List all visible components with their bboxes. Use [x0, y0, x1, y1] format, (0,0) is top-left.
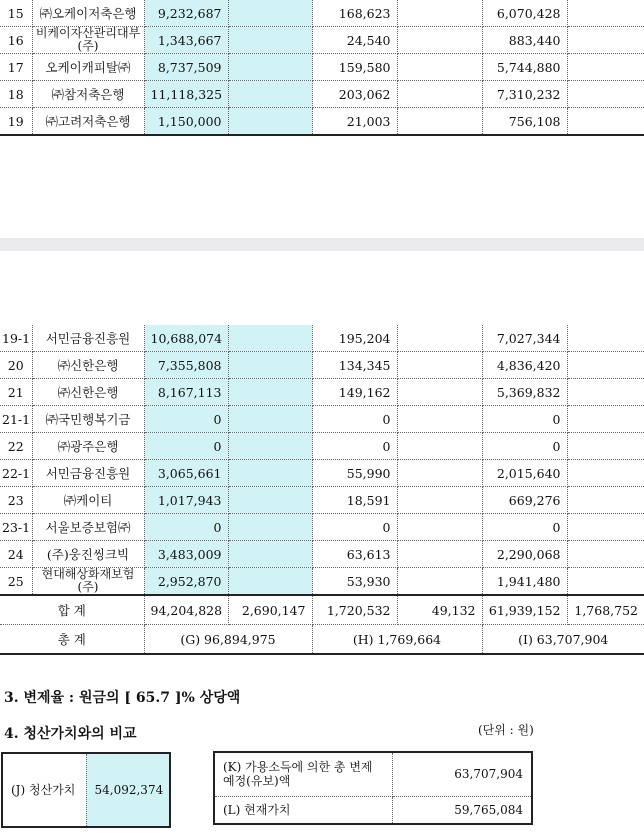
amount-cell: 8,167,113 [144, 379, 228, 406]
amount-cell: 8,737,509 [144, 54, 228, 81]
amount-cell: 195,204 [312, 325, 397, 352]
unit-note: (단위 : 원) [478, 723, 534, 737]
creditor-name: 서민금융진흥원 [32, 325, 144, 352]
amount-cell: 6,070,428 [482, 0, 567, 27]
amount-cell: 756,108 [482, 108, 567, 136]
amount-cell: 10,688,074 [144, 325, 228, 352]
row-number: 22 [0, 433, 32, 460]
amount-cell: 159,580 [312, 54, 397, 81]
amount-cell: 1,017,943 [144, 487, 228, 514]
amount-cell [228, 541, 312, 568]
amount-cell [567, 433, 644, 460]
amount-cell [397, 0, 482, 27]
liquidation-value: 54,092,374 [86, 753, 170, 827]
amount-cell: 21,003 [312, 108, 397, 136]
row-number: 15 [0, 0, 32, 27]
amount-cell [228, 487, 312, 514]
amount-cell: 134,345 [312, 352, 397, 379]
amount-cell: 0 [312, 514, 397, 541]
creditor-name: ㈜국민행복기금 [32, 406, 144, 433]
amount-cell: 2,290,068 [482, 541, 567, 568]
table-row [0, 406, 644, 433]
amount-cell: 53,930 [312, 568, 397, 596]
amount-cell: 669,276 [482, 487, 567, 514]
row-number: 20 [0, 352, 32, 379]
row-number: 21 [0, 379, 32, 406]
table-row [0, 514, 644, 541]
creditor-name: 서울보증보험㈜ [32, 514, 144, 541]
amount-cell [567, 460, 644, 487]
amount-cell: 24,540 [312, 27, 397, 54]
amount-cell [397, 541, 482, 568]
creditor-name: 서민금융진흥원 [32, 460, 144, 487]
amount-cell [567, 352, 644, 379]
amount-cell: 5,744,880 [482, 54, 567, 81]
amount-cell: 1,343,667 [144, 27, 228, 54]
amount-cell [397, 406, 482, 433]
amount-cell [228, 325, 312, 352]
creditor-name: ㈜광주은행 [32, 433, 144, 460]
amount-cell: 1,941,480 [482, 568, 567, 596]
amount-cell [228, 568, 312, 596]
creditor-name: ㈜오케이저축은행 [32, 0, 144, 27]
amount-cell [228, 514, 312, 541]
comparison-box [213, 751, 533, 825]
amount-cell [567, 325, 644, 352]
amount-cell: 7,027,344 [482, 325, 567, 352]
creditor-name: 비케이자산관리대부(주) [32, 27, 144, 54]
amount-cell [567, 0, 644, 27]
amount-cell [567, 514, 644, 541]
repayment-table-bottom [0, 325, 644, 655]
amount-cell [397, 514, 482, 541]
table-row [0, 487, 644, 514]
sum-row [0, 595, 644, 625]
creditor-name: ㈜신한은행 [32, 379, 144, 406]
amount-cell: 0 [144, 514, 228, 541]
table-row [0, 108, 644, 136]
amount-cell [397, 352, 482, 379]
amount-cell: 168,623 [312, 0, 397, 27]
amount-cell [397, 379, 482, 406]
amount-cell [228, 0, 312, 27]
creditor-name: ㈜신한은행 [32, 352, 144, 379]
amount-cell [228, 460, 312, 487]
creditor-name: ㈜케이티 [32, 487, 144, 514]
repayment-table-top [0, 0, 644, 136]
amount-cell [228, 27, 312, 54]
amount-cell: 2,015,640 [482, 460, 567, 487]
table-row [0, 0, 644, 27]
total-cell: (I) 63,707,904 [482, 625, 644, 655]
row-number: 22-1 [0, 460, 32, 487]
page-break-gap [0, 238, 644, 251]
sum-cell: 1,720,532 [312, 595, 397, 625]
amount-cell: 9,232,687 [144, 0, 228, 27]
amount-cell [397, 27, 482, 54]
amount-cell: 7,355,808 [144, 352, 228, 379]
amount-cell [567, 541, 644, 568]
amount-cell: 0 [482, 433, 567, 460]
amount-cell: 0 [312, 406, 397, 433]
creditor-name: (주)웅진씽크빅 [32, 541, 144, 568]
row-number: 19 [0, 108, 32, 136]
amount-cell [567, 406, 644, 433]
amount-cell [397, 460, 482, 487]
sum-label: 합 계 [0, 595, 144, 625]
total-label: 총 계 [0, 625, 144, 655]
amount-cell: 18,591 [312, 487, 397, 514]
amount-cell [567, 27, 644, 54]
amount-cell [567, 568, 644, 596]
comparison-label: (L) 현재가치 [214, 796, 392, 824]
amount-cell [228, 81, 312, 108]
amount-cell [228, 433, 312, 460]
amount-cell [397, 433, 482, 460]
table-row [0, 81, 644, 108]
liquidation-value-box [1, 752, 171, 828]
amount-cell: 0 [482, 406, 567, 433]
row-number: 19-1 [0, 325, 32, 352]
row-number: 21-1 [0, 406, 32, 433]
comparison-label: (K) 가용소득에 의한 총 변제예정(유보)액 [214, 752, 392, 796]
amount-cell [567, 487, 644, 514]
amount-cell [228, 379, 312, 406]
sum-cell: 2,690,147 [228, 595, 312, 625]
table-row [0, 352, 644, 379]
sum-cell: 1,768,752 [567, 595, 644, 625]
amount-cell: 5,369,832 [482, 379, 567, 406]
total-row [0, 625, 644, 655]
row-number: 23 [0, 487, 32, 514]
amount-cell [228, 54, 312, 81]
table-row [0, 460, 644, 487]
amount-cell: 3,065,661 [144, 460, 228, 487]
creditor-name: ㈜참저축은행 [32, 81, 144, 108]
amount-cell [228, 108, 312, 136]
row-number: 23-1 [0, 514, 32, 541]
amount-cell: 11,118,325 [144, 81, 228, 108]
amount-cell [397, 487, 482, 514]
amount-cell [397, 108, 482, 136]
table-row [0, 541, 644, 568]
table-row [0, 379, 644, 406]
row-number: 25 [0, 568, 32, 596]
amount-cell: 883,440 [482, 27, 567, 54]
amount-cell: 1,150,000 [144, 108, 228, 136]
table-row [0, 54, 644, 81]
table-row [0, 433, 644, 460]
amount-cell [397, 325, 482, 352]
amount-cell: 0 [312, 433, 397, 460]
table-row [0, 568, 644, 596]
amount-cell: 3,483,009 [144, 541, 228, 568]
amount-cell [228, 352, 312, 379]
creditor-name: 오케이캐피탈㈜ [32, 54, 144, 81]
sum-cell: 94,204,828 [144, 595, 228, 625]
section4-heading: 4. 청산가치와의 비교 [4, 726, 137, 742]
creditor-name: ㈜고려저축은행 [32, 108, 144, 136]
amount-cell: 0 [482, 514, 567, 541]
amount-cell [397, 54, 482, 81]
amount-cell: 63,613 [312, 541, 397, 568]
total-cell: (H) 1,769,664 [312, 625, 482, 655]
creditor-name: 현대해상화재보험(주) [32, 568, 144, 596]
amount-cell: 149,162 [312, 379, 397, 406]
amount-cell: 0 [144, 433, 228, 460]
amount-cell [397, 568, 482, 596]
row-number: 16 [0, 27, 32, 54]
row-number: 17 [0, 54, 32, 81]
amount-cell: 0 [144, 406, 228, 433]
amount-cell: 55,990 [312, 460, 397, 487]
amount-cell: 2,952,870 [144, 568, 228, 596]
amount-cell [567, 379, 644, 406]
sum-cell: 49,132 [397, 595, 482, 625]
section3-heading: 3. 변제율 : 원금의 [ 65.7 ]% 상당액 [4, 690, 241, 706]
amount-cell [567, 108, 644, 136]
amount-cell: 4,836,420 [482, 352, 567, 379]
amount-cell: 7,310,232 [482, 81, 567, 108]
sum-cell: 61,939,152 [482, 595, 567, 625]
row-number: 24 [0, 541, 32, 568]
liquidation-label: (J) 청산가치 [2, 753, 86, 827]
row-number: 18 [0, 81, 32, 108]
table-row [0, 325, 644, 352]
amount-cell [228, 406, 312, 433]
amount-cell [567, 81, 644, 108]
comparison-value: 59,765,084 [392, 796, 532, 824]
amount-cell [397, 81, 482, 108]
total-cell: (G) 96,894,975 [144, 625, 312, 655]
amount-cell [567, 54, 644, 81]
comparison-value: 63,707,904 [392, 752, 532, 796]
amount-cell: 203,062 [312, 81, 397, 108]
table-row [0, 27, 644, 54]
